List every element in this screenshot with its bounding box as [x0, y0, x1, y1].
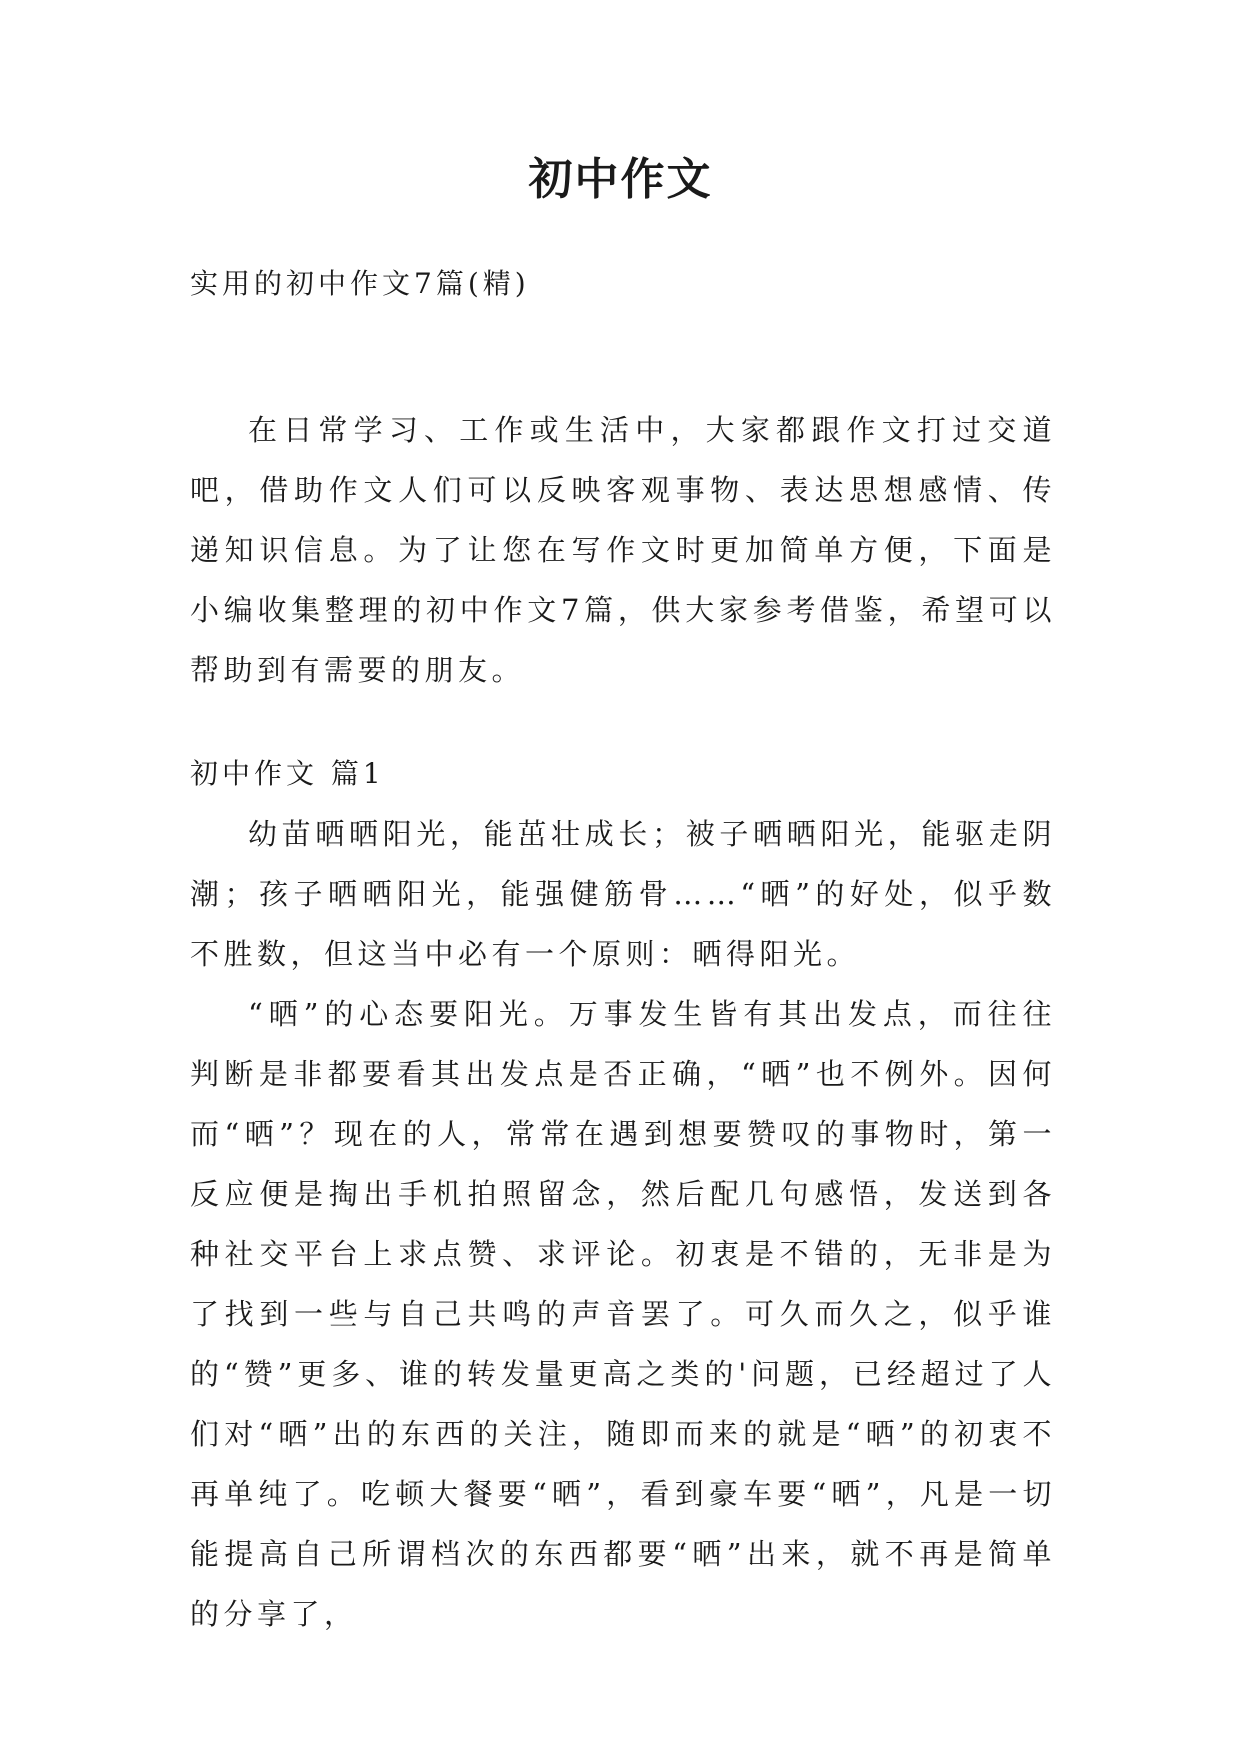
body-paragraph: 幼苗晒晒阳光，能茁壮成长；被子晒晒阳光，能驱走阴潮；孩子晒晒阳光，能强健筋骨……“晒”的好处，似乎数不胜数，但这当中必有一个原则：晒得阳光。	[190, 817, 1056, 971]
document-subtitle: 实用的初中作文7篇(精)	[190, 267, 530, 300]
section-body	[190, 804, 1056, 1644]
body-paragraph: “晒”的心态要阳光。万事发生皆有其出发点，而往往判断是非都要看其出发点是否正确，“晒”也不例外。因何而“晒”？现在的人，常常在遇到想要赞叹的事物时，第一反应便是掏出手机拍照留念，然后配几句感悟，发送到各种社交平台上求点赞、求评论。初衷是不错的，无非是为了找到一些与自己共鸣的声音罢了。可久而久之，似乎谁的“赞”更多、谁的转发量更高之类的'问题，已经超过了人们对“晒”出的东西的关注，随即而来的就是“晒”的初衷不再单纯了。吃顿大餐要“晒”，看到豪车要“晒”，凡是一切能提高自己所谓档次的东西都要“晒”出来，就不再是简单的分享了，	[190, 997, 1056, 1631]
section-heading: 初中作文 篇1	[190, 757, 385, 790]
intro-paragraph: 在日常学习、工作或生活中，大家都跟作文打过交道吧，借助作文人们可以反映客观事物、表达思想感情、传递知识信息。为了让您在写作文时更加简单方便，下面是小编收集整理的初中作文7篇，供大家参考借鉴，希望可以帮助到有需要的朋友。	[190, 413, 1056, 687]
intro-section	[190, 400, 1056, 700]
document-title: 初中作文	[528, 154, 713, 205]
